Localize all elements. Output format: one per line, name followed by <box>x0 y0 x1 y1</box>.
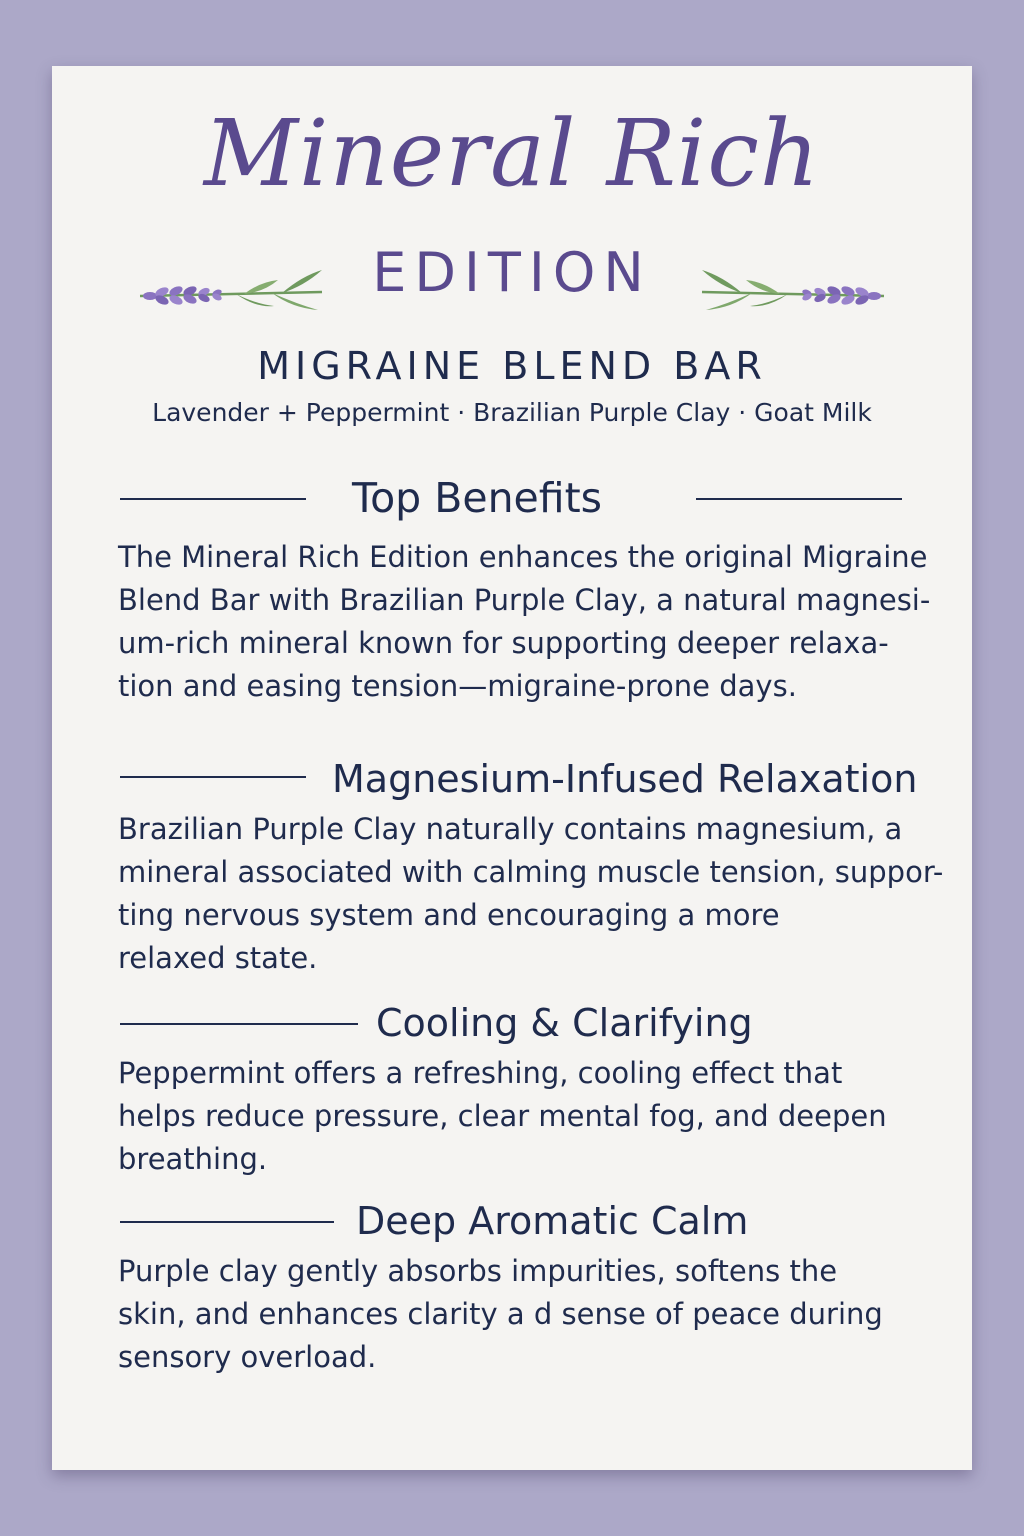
body-line: helps reduce pressure, clear mental fog, and deepen <box>118 1099 887 1133</box>
section-heading-cooling: Cooling & Clarifying <box>376 1001 753 1045</box>
body-line: sensory overload. <box>118 1340 377 1374</box>
heading-divider-left <box>120 1221 334 1223</box>
heading-divider-right <box>696 498 902 500</box>
heading-divider-left <box>120 498 306 500</box>
body-line: um-rich mineral known for supporting deeper relaxa- <box>118 626 889 660</box>
section-heading-top-benefits: Top Benefits <box>352 474 603 522</box>
body-line: skin, and enhances clarity a d sense of peace during <box>118 1297 883 1331</box>
body-line: Purple clay gently absorbs impurities, softens the <box>118 1254 838 1288</box>
body-line: ting nervous system and encouraging a more <box>118 898 780 932</box>
section-body-top-benefits <box>118 536 948 708</box>
body-line: relaxed state. <box>118 941 318 975</box>
heading-divider-left <box>120 1023 358 1025</box>
body-line: Blend Bar with Brazilian Purple Clay, a natural magnesi- <box>118 583 931 617</box>
body-line: mineral associated with calming muscle tension, suppor- <box>118 855 944 889</box>
section-body-aromatic-calm <box>118 1250 948 1379</box>
heading-divider-left <box>120 776 306 778</box>
page-title: Mineral Rich <box>203 100 821 207</box>
body-line: The Mineral Rich Edition enhances the original Migraine <box>118 540 928 574</box>
product-subtitle: MIGRAINE BLEND BAR <box>257 344 767 388</box>
section-body-magnesium <box>118 808 948 980</box>
body-line: Brazilian Purple Clay naturally contains magnesium, a <box>118 812 903 846</box>
section-body-cooling <box>118 1052 948 1181</box>
section-heading-magnesium: Magnesium-Infused Relaxation <box>332 757 918 801</box>
section-heading-aromatic-calm: Deep Aromatic Calm <box>356 1199 749 1243</box>
lavender-sprig-right-icon <box>692 262 892 322</box>
body-line: breathing. <box>118 1142 268 1176</box>
body-line: Peppermint offers a refreshing, cooling effect that <box>118 1056 843 1090</box>
body-line: tion and easing tension—migraine-prone days. <box>118 669 797 703</box>
ingredient-list: Lavender + Peppermint · Brazilian Purple Clay · Goat Milk <box>152 398 872 427</box>
product-card <box>52 66 972 1470</box>
edition-label: EDITION <box>372 241 652 304</box>
